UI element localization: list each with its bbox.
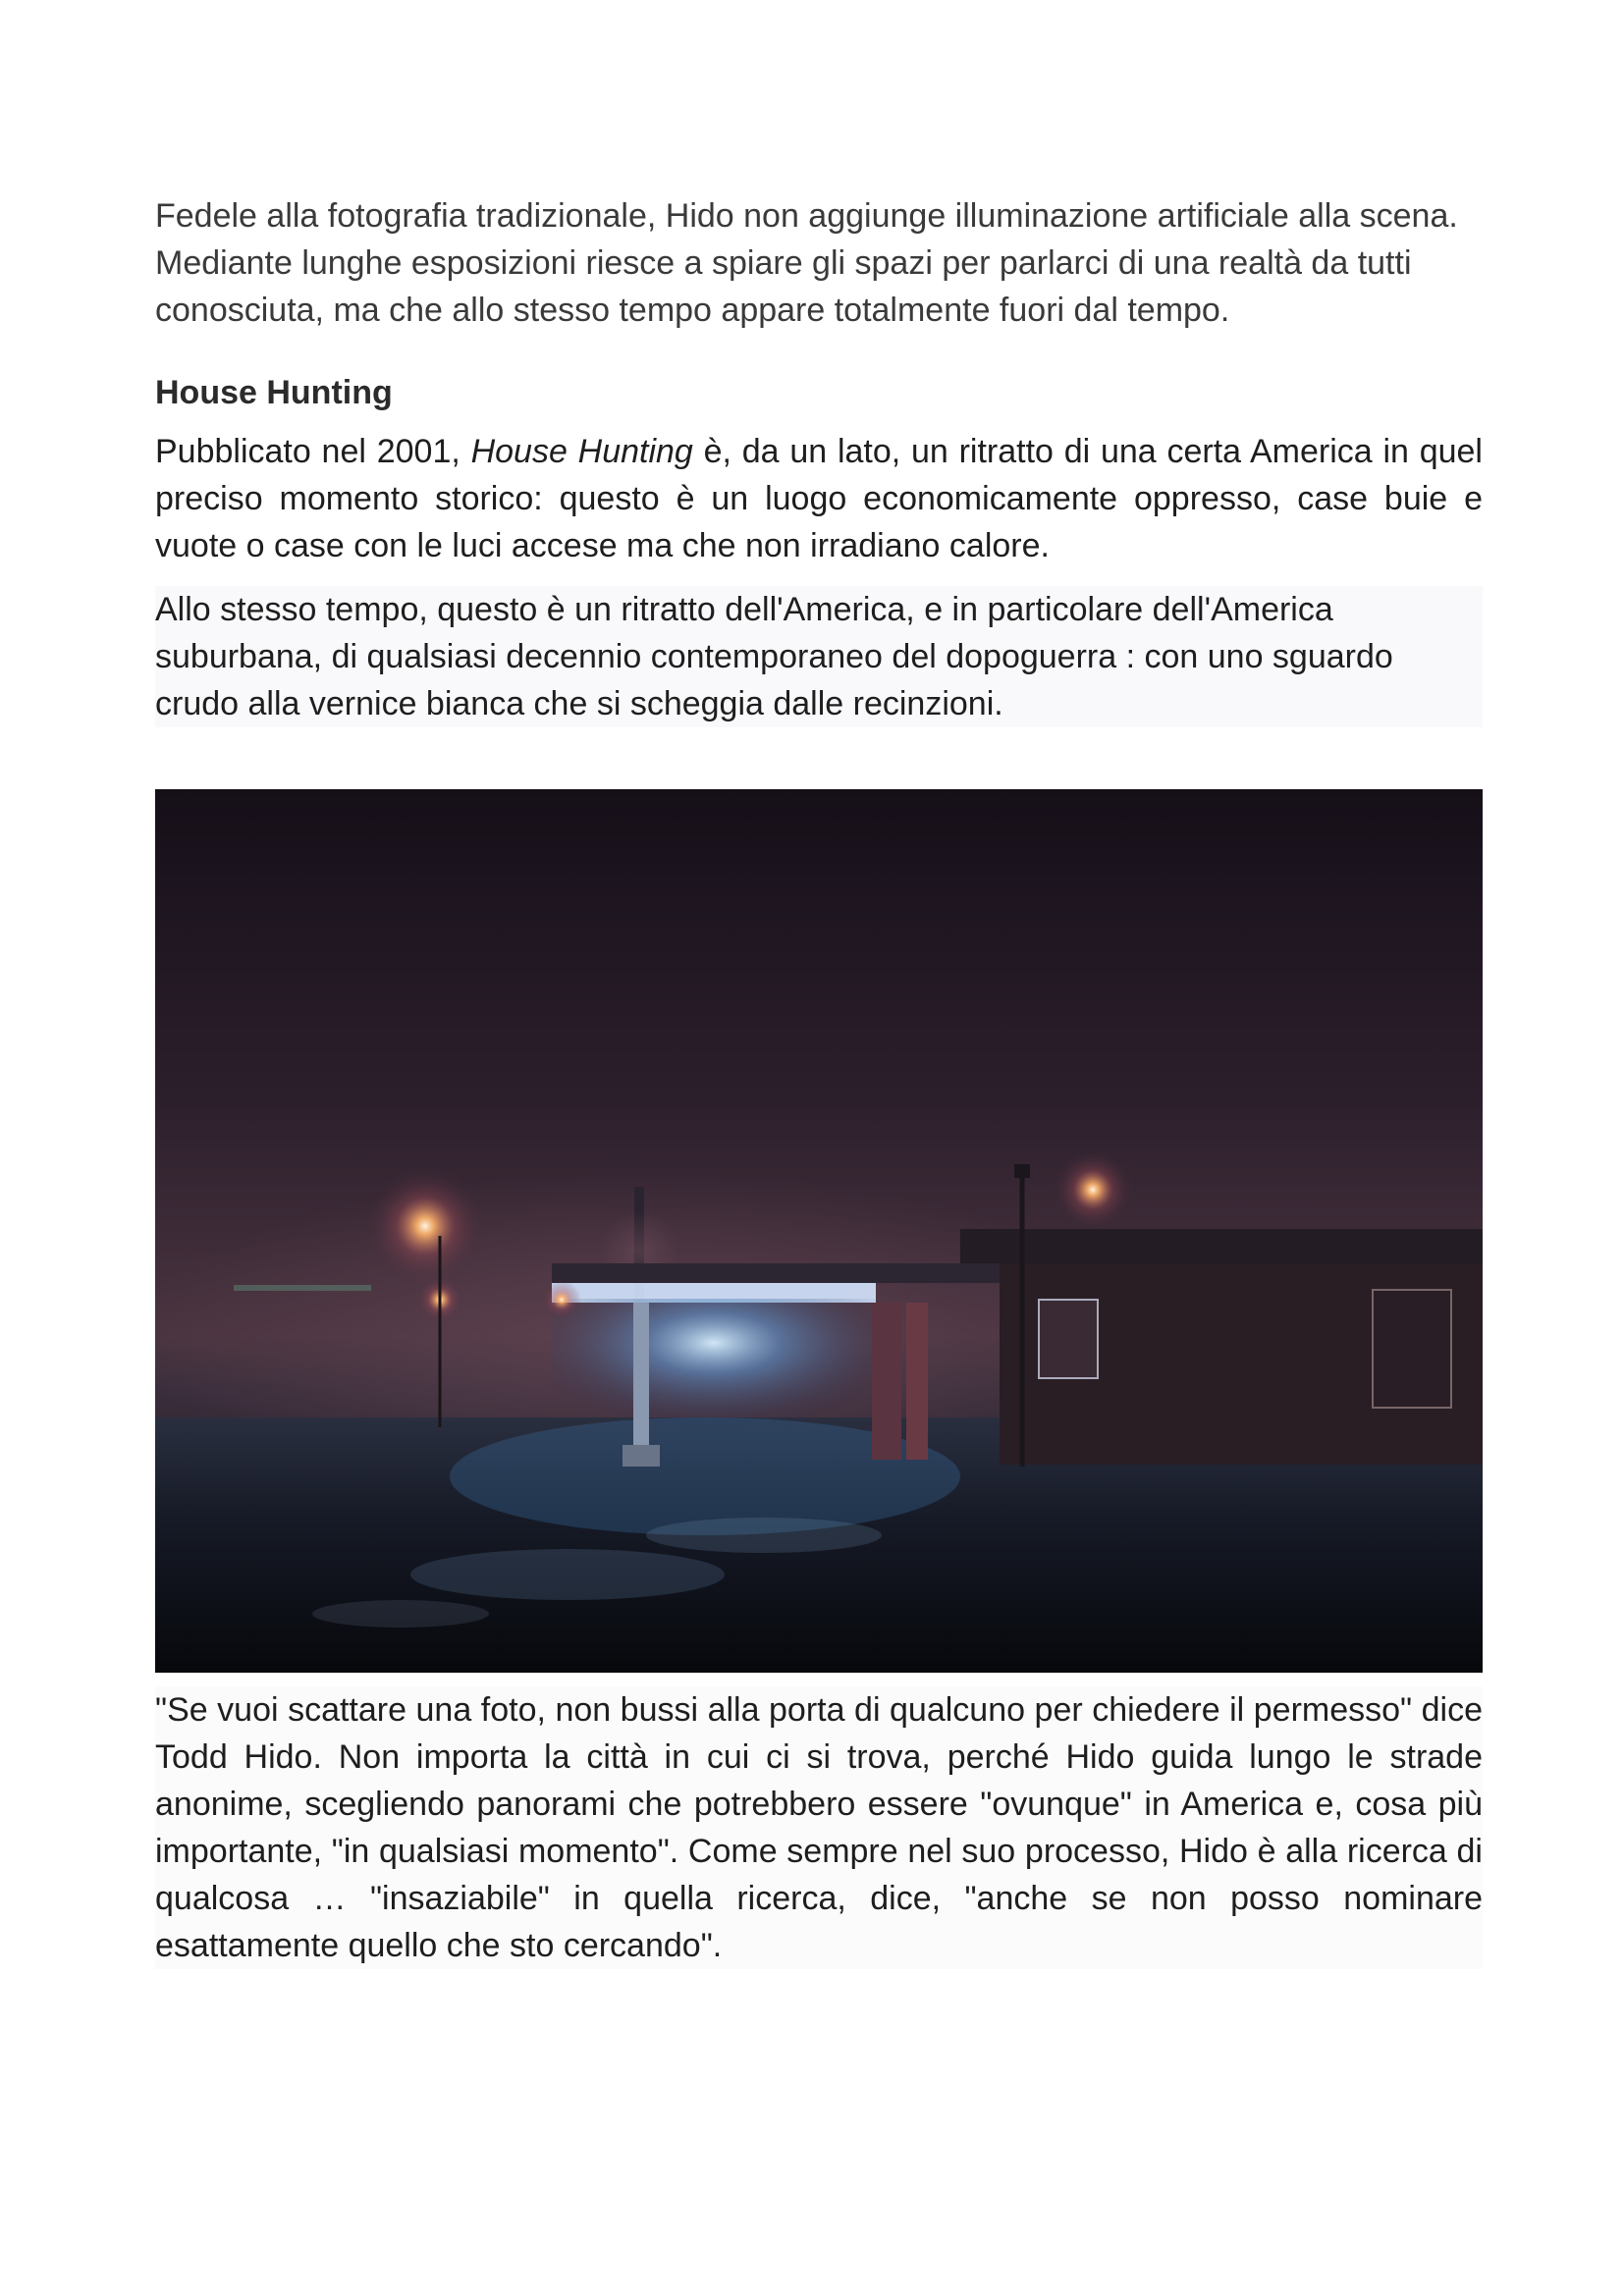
night-building-photo [155, 789, 1483, 1673]
paragraph-text: Pubblicato nel 2001, [155, 433, 471, 470]
section-heading: House Hunting [155, 374, 393, 411]
quote-paragraph: "Se vuoi scattare una foto, non bussi alla porta di qualcuno per chiedere il permesso" dice Todd Hido. Non importa la città in cui ci si trova, perché Hido guida lungo le strade anonime, scegliendo panorami che potrebbero essere "ovunque" in America e, cosa più importante, "in qualsiasi momento". Come sempre nel suo processo, Hido è alla ricerca di qualcosa … "insaziabile" in quella ricerca, dice, "anche se non posso nominare esattamente quello che sto cercando". [155, 1686, 1483, 1969]
book-title-italic: House Hunting [470, 433, 693, 470]
house-hunting-paragraph [155, 428, 1483, 569]
america-paragraph: Allo stesso tempo, questo è un ritratto dell'America, e in particolare dell'America suburbana, di qualsiasi decennio contemporaneo del dopoguerra : con uno sguardo crudo alla vernice bianca che si scheggia dalle recinzioni. [155, 586, 1483, 727]
intro-paragraph: Fedele alla fotografia tradizionale, Hido non aggiunge illuminazione artificiale alla scena. Mediante lunghe esposizioni riesce a spiare gli spazi per parlarci di una realtà da tutti conosciuta, ma che allo stesso tempo appare totalmente fuori dal tempo. [155, 197, 1458, 329]
paragraph-text: è, da un lato, un ritratto di una certa America in quel preciso momento storico: questo è un luogo economicamente oppresso, case buie e vuote o case con le luci accese ma che non irradiano calore. [155, 433, 1483, 564]
